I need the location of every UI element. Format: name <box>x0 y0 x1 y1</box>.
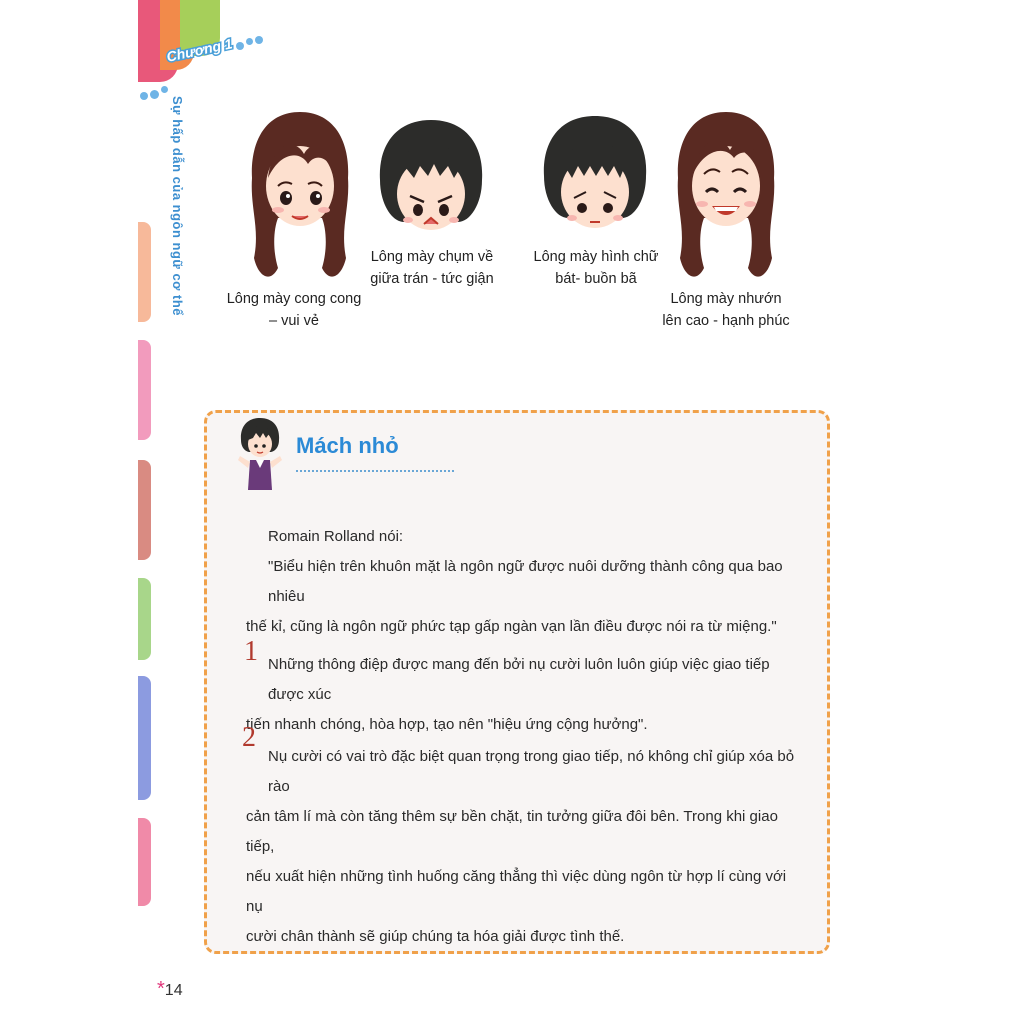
page-number <box>157 978 183 1001</box>
tip-quote-line1: "Biểu hiện trên khuôn mặt là ngôn ngữ được nuôi dưỡng thành công qua bao nhiêu <box>268 558 783 605</box>
caption-sad-line1: Lông mày hình chữ <box>533 249 659 265</box>
tip-point-2-line3: nếu xuất hiện những tình huống căng thẳng thì việc dùng ngôn từ hợp lí cùng với nụ <box>246 868 787 915</box>
caption-angry-line2: giữa trán - tức giận <box>370 271 494 287</box>
tip-point-1-line1: Những thông điệp được mang đến bởi nụ cười luôn luôn giúp việc giao tiếp được xúc <box>268 656 770 703</box>
side-tab-magenta <box>138 818 151 906</box>
face-illustration-happy <box>244 108 356 291</box>
tip-point-2-line4: cười chân thành sẽ giúp chúng ta hóa giải được tình thế. <box>246 928 625 945</box>
side-tab-peach <box>138 222 151 322</box>
caption-sad-line2: bát- buồn bã <box>555 271 637 287</box>
face-illustration-sad <box>540 114 650 241</box>
caption-happy-line1: Lông mày cong cong <box>226 291 362 307</box>
side-tab-pink <box>138 340 151 440</box>
tip-point-1 <box>246 650 806 740</box>
tip-point-2-line1: Nụ cười có vai trò đặc biệt quan trọng trong giao tiếp, nó không chỉ giúp xóa bỏ rào <box>268 748 795 795</box>
face-illustration-angry <box>376 118 486 243</box>
tip-title: Mách nhỏ <box>296 433 399 458</box>
point-1-number: 1 <box>244 636 258 667</box>
tip-point-2 <box>246 742 806 952</box>
caption-angry <box>360 246 504 290</box>
tip-intro-line1: Romain Rolland nói: <box>268 528 404 545</box>
tip-intro <box>246 522 806 642</box>
caption-very-happy-line2: lên cao - hạnh phúc <box>662 313 790 329</box>
caption-happy-line2: – vui vẻ <box>269 313 319 329</box>
caption-angry-line1: Lông mày chụm về <box>370 249 494 265</box>
chapter-label: Chương 1 <box>165 35 234 65</box>
side-tab-blue <box>138 676 151 800</box>
page-number-text: 14 <box>164 982 183 999</box>
caption-very-happy-line1: Lông mày nhướn <box>670 291 782 307</box>
girl-mascot-icon <box>236 416 284 497</box>
star-icon: * <box>157 978 165 1000</box>
chapter-title: Sự hấp dẫn của ngôn ngữ cơ thể <box>170 96 185 317</box>
face-illustration-very-happy <box>670 108 782 291</box>
side-tab-rose <box>138 460 151 560</box>
tip-point-1-line2: tiến nhanh chóng, hòa hợp, tạo nên "hiệu ứng cộng hưởng". <box>246 716 648 733</box>
caption-happy <box>226 288 362 332</box>
tip-quote-line2: thế kỉ, cũng là ngôn ngữ phức tạp gấp ngàn vạn lần điều được nói ra từ miệng." <box>246 618 777 635</box>
tip-title-underline <box>296 470 454 472</box>
tip-point-2-line2: cản tâm lí mà còn tăng thêm sự bền chặt, tin tưởng giữa đôi bên. Trong khi giao tiếp, <box>246 808 778 855</box>
point-2-number: 2 <box>242 722 256 753</box>
side-tab-green <box>138 578 151 660</box>
caption-very-happy <box>654 288 798 332</box>
caption-sad <box>526 246 666 290</box>
